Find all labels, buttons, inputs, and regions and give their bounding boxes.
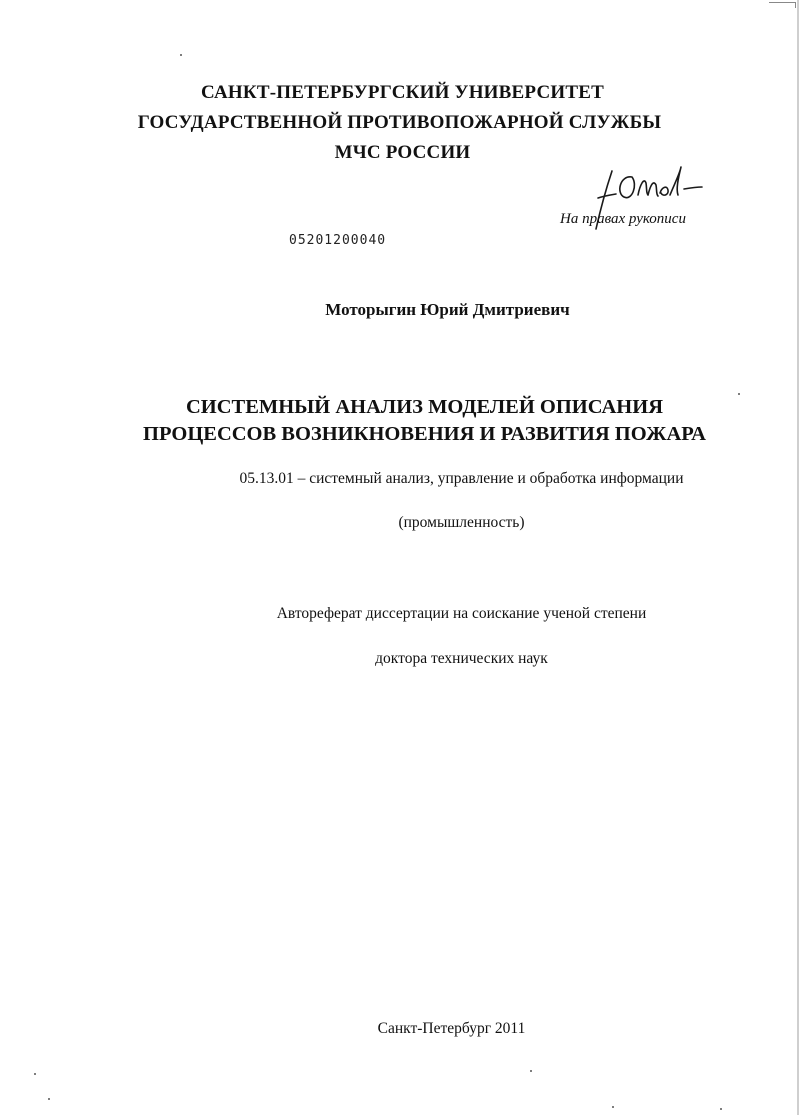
organization-header	[0, 78, 799, 168]
title-line-1: СИСТЕМНЫЙ АНАЛИЗ МОДЕЛЕЙ ОПИСАНИЯ	[185, 396, 664, 418]
dissertation-title	[0, 394, 799, 448]
manuscript-note: На правах рукописи	[560, 211, 686, 227]
scan-speck	[180, 54, 182, 56]
scan-speck	[612, 1106, 614, 1108]
abstract-description: Автореферат диссертации на соискание ученой степени	[276, 605, 647, 622]
organization-line-3: МЧС РОССИИ	[334, 142, 471, 163]
page-corner-mark	[769, 2, 796, 8]
scan-speck	[48, 1098, 50, 1100]
degree-description: доктора технических наук	[375, 650, 548, 667]
document-code: 05201200040	[289, 233, 387, 248]
scan-speck	[738, 393, 740, 395]
scan-speck	[530, 1070, 532, 1072]
industry-note: (промышленность)	[398, 514, 525, 531]
title-line-2: ПРОЦЕССОВ ВОЗНИКНОВЕНИЯ И РАЗВИТИЯ ПОЖАРА	[143, 423, 706, 445]
scan-speck	[720, 1108, 722, 1110]
specialty-code: 05.13.01 – системный анализ, управление и обработка информации	[239, 470, 684, 487]
organization-line-2: ГОСУДАРСТВЕННОЙ ПРОТИВОПОЖАРНОЙ СЛУЖБЫ	[137, 112, 662, 133]
city-year: Санкт-Петербург 2011	[377, 1020, 526, 1037]
organization-line-1: САНКТ-ПЕТЕРБУРГСКИЙ УНИВЕРСИТЕТ	[201, 82, 604, 103]
scan-speck	[34, 1073, 36, 1075]
author-name: Моторыгин Юрий Дмитриевич	[325, 300, 570, 319]
